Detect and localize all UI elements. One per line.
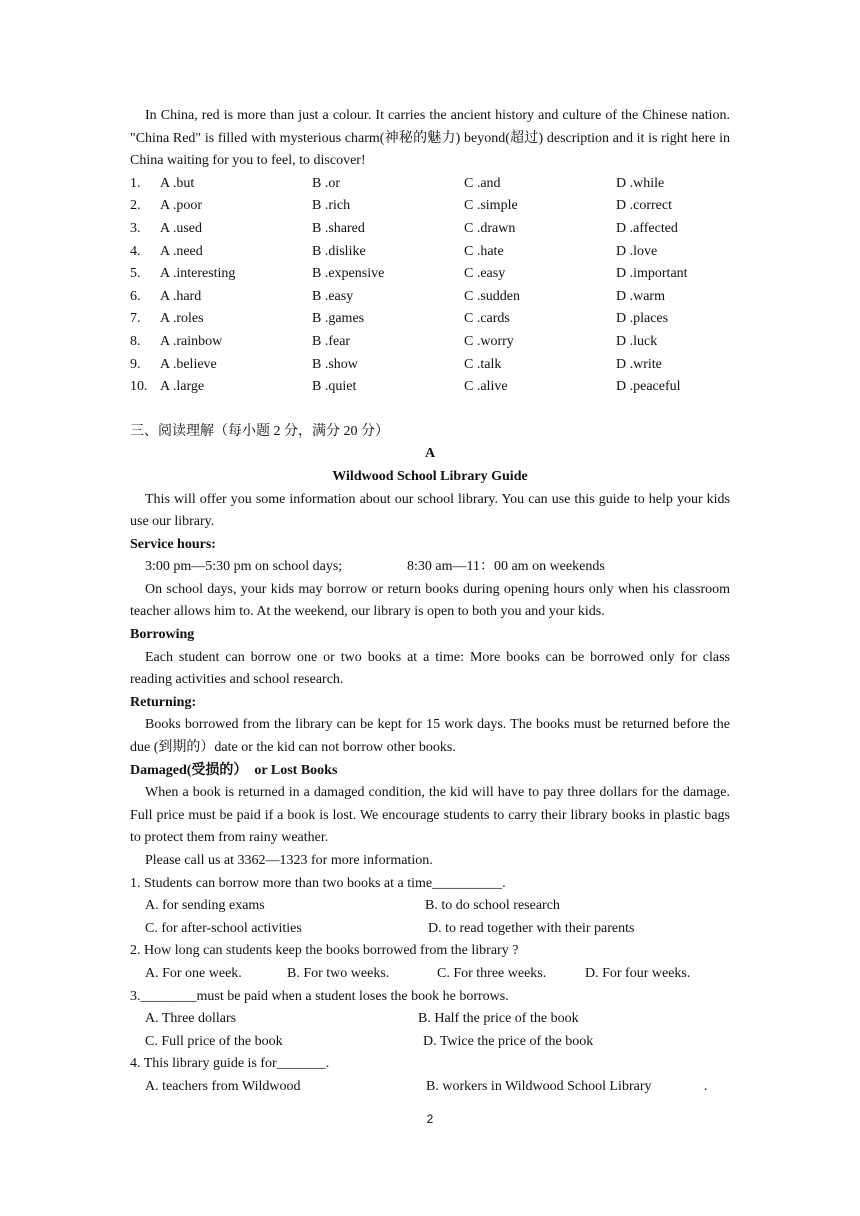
option-b: B .shared xyxy=(312,220,365,236)
document-page xyxy=(130,105,730,1099)
option-d: D .write xyxy=(616,356,662,372)
cloze-row xyxy=(130,173,730,196)
option-a: A .hard xyxy=(160,288,202,304)
option-d: D .important xyxy=(616,266,688,282)
cloze-number: 5. xyxy=(130,266,141,282)
heading-returning: Returning: xyxy=(130,694,197,710)
page-number: 2 xyxy=(426,1112,434,1126)
passage-paragraph-2: On school days, your kids may borrow or return books during opening hours only when his classroom teacher allows him to. At the weekend, our library is open to both you and your kids. xyxy=(130,581,730,620)
option-4b: B. workers in Wildwood School Library xyxy=(426,1078,652,1094)
option-1d: D. to read together with their parents xyxy=(428,920,635,936)
option-c: C .talk xyxy=(464,356,502,372)
intro-paragraph: In China, red is more than just a colour. It carries the ancient history and culture of the Chinese nation. "China Red" is filled with mysterious charm(神秘的魅力) beyond(超过) description and it is right here in China waiting for you to feel, to discover! xyxy=(130,108,730,169)
option-2c: C. For three weeks. xyxy=(437,965,547,981)
heading-borrowing: Borrowing xyxy=(130,627,195,643)
option-4a: A. teachers from Wildwood xyxy=(145,1078,301,1094)
option-c: C .cards xyxy=(464,311,510,327)
cloze-row xyxy=(130,286,730,309)
option-c: C .sudden xyxy=(464,288,520,304)
option-4b-tail: . xyxy=(704,1078,708,1094)
option-1a: A. for sending exams xyxy=(145,898,265,914)
question-4-options xyxy=(130,1076,730,1099)
option-a: A .need xyxy=(160,243,203,259)
cloze-row xyxy=(130,331,730,354)
option-2a: A. For one week. xyxy=(145,965,242,981)
cloze-number: 7. xyxy=(130,311,141,327)
option-d: D .while xyxy=(616,175,665,191)
question-3-options-row-1 xyxy=(130,1008,730,1031)
hours-weekends: 8:30 am—11：00 am on weekends xyxy=(407,559,605,575)
option-b: B .or xyxy=(312,175,340,191)
option-c: C .simple xyxy=(464,198,518,214)
option-d: D .places xyxy=(616,311,669,327)
question-3-options-row-2 xyxy=(130,1031,730,1054)
passage-paragraph-5: When a book is returned in a damaged condition, the kid will have to pay three dollars for the damage. Full price must be paid if a book is lost. We encourage students to carry their library books in plastic bags to protect them from rainy weather. xyxy=(130,785,730,846)
service-hours-line xyxy=(130,556,730,579)
cloze-number: 8. xyxy=(130,333,141,349)
option-b: B .easy xyxy=(312,288,354,304)
option-a: A .used xyxy=(160,220,202,236)
cloze-number: 3. xyxy=(130,220,141,236)
passage-paragraph-3: Each student can borrow one or two books at a time: More books can be borrowed only for class reading activities and school research. xyxy=(130,649,730,688)
option-a: A .rainbow xyxy=(160,333,223,349)
option-a: A .roles xyxy=(160,311,204,327)
cloze-number: 9. xyxy=(130,356,141,372)
question-1: 1. Students can borrow more than two books at a time__________. xyxy=(130,875,506,891)
passage-letter: A xyxy=(424,446,436,462)
heading-damaged-lost: Damaged(受损的） or Lost Books xyxy=(130,762,338,778)
cloze-number: 2. xyxy=(130,198,141,214)
passage-title: Wildwood School Library Guide xyxy=(332,468,528,484)
option-d: D .peaceful xyxy=(616,379,681,395)
option-b: B .expensive xyxy=(312,266,385,282)
option-2d: D. For four weeks. xyxy=(585,965,691,981)
option-b: B .show xyxy=(312,356,358,372)
cloze-row xyxy=(130,354,730,377)
option-d: D .affected xyxy=(616,220,678,236)
option-d: D .warm xyxy=(616,288,665,304)
cloze-row xyxy=(130,218,730,241)
question-2-options xyxy=(130,963,730,986)
option-b: B .rich xyxy=(312,198,351,214)
option-b: B .quiet xyxy=(312,379,357,395)
question-4: 4. This library guide is for_______. xyxy=(130,1056,330,1072)
section-heading: 三、阅读理解（每小题 2 分，满分 20 分） xyxy=(130,423,389,439)
cloze-row xyxy=(130,308,730,331)
option-a: A .interesting xyxy=(160,266,236,282)
option-c: C .and xyxy=(464,175,501,191)
question-1-options-row-1 xyxy=(130,895,730,918)
option-c: C .easy xyxy=(464,266,506,282)
passage-paragraph-6: Please call us at 3362—1323 for more information. xyxy=(145,853,433,868)
option-2b: B. For two weeks. xyxy=(287,965,390,981)
option-3b: B. Half the price of the book xyxy=(418,1011,579,1027)
question-2: 2. How long can students keep the books borrowed from the library ? xyxy=(130,943,519,959)
option-c: C .hate xyxy=(464,243,504,259)
option-c: C .worry xyxy=(464,333,514,349)
cloze-row xyxy=(130,263,730,286)
option-3d: D. Twice the price of the book xyxy=(423,1033,594,1049)
option-3a: A. Three dollars xyxy=(145,1011,237,1027)
option-d: D .correct xyxy=(616,198,672,214)
option-1c: C. for after-school activities xyxy=(145,920,302,936)
hours-school-days: 3:00 pm—5:30 pm on school days; xyxy=(145,559,343,575)
cloze-number: 4. xyxy=(130,243,141,259)
cloze-options xyxy=(130,173,730,399)
cloze-row xyxy=(130,376,730,399)
question-3: 3.________must be paid when a student loses the book he borrows. xyxy=(130,988,509,1004)
option-d: D .love xyxy=(616,243,658,259)
cloze-row xyxy=(130,195,730,218)
option-3c: C. Full price of the book xyxy=(145,1033,283,1049)
cloze-number: 6. xyxy=(130,288,141,304)
option-c: C .drawn xyxy=(464,220,516,236)
option-d: D .luck xyxy=(616,333,658,349)
cloze-number: 10. xyxy=(130,379,148,395)
question-1-options-row-2 xyxy=(130,918,730,941)
option-a: A .large xyxy=(160,379,205,395)
option-a: A .poor xyxy=(160,198,202,214)
passage-paragraph-1: This will offer you some information about our school library. You can use this guide to help your kids use our library. xyxy=(130,491,730,530)
option-c: C .alive xyxy=(464,379,508,395)
passage-paragraph-4: Books borrowed from the library can be kept for 15 work days. The books must be returned before the due (到期的）date or the kid can not borrow other books. xyxy=(130,717,730,756)
option-a: A .but xyxy=(160,175,195,191)
cloze-row xyxy=(130,241,730,264)
option-1b: B. to do school research xyxy=(425,898,560,914)
option-a: A .believe xyxy=(160,356,217,372)
heading-service-hours: Service hours: xyxy=(130,536,216,552)
option-b: B .fear xyxy=(312,333,351,349)
option-b: B .dislike xyxy=(312,243,366,259)
cloze-number: 1. xyxy=(130,175,141,191)
option-b: B .games xyxy=(312,311,365,327)
